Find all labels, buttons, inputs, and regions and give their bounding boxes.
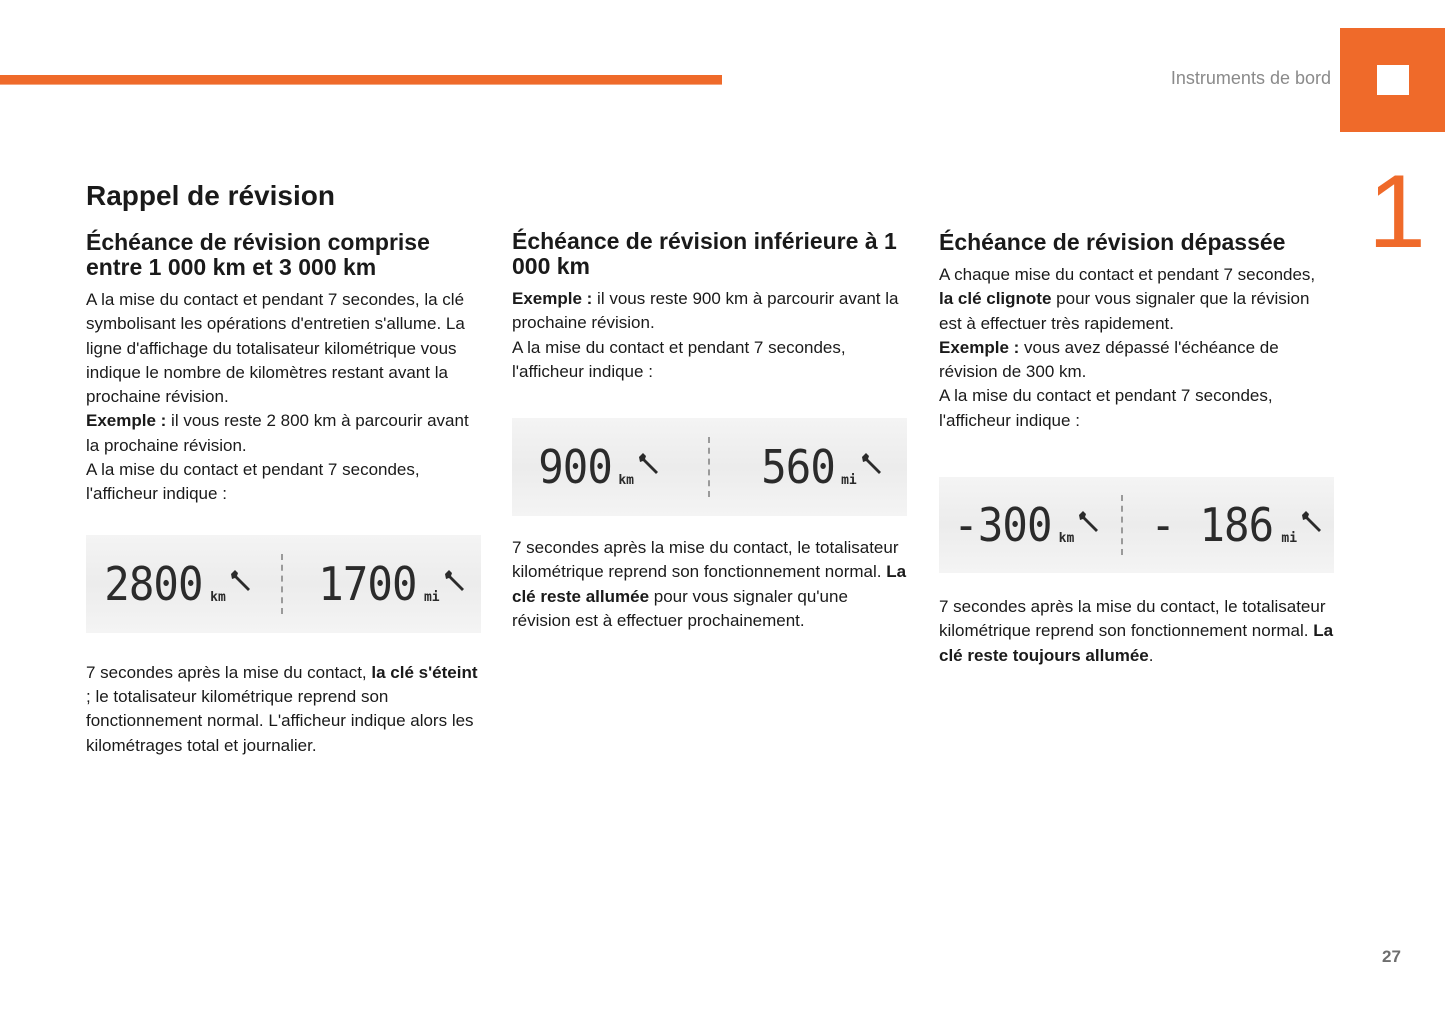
display-value: - 186 (1150, 498, 1274, 553)
paragraph: A la mise du contact et pendant 7 secondes, la clé symbolisant les opérations d'entretien s'allume. La ligne d'affichage du totalisateur kilométrique vous indique le nombre de kilomètres restant avant la prochaine révision. Exemple : il vous reste 2 800 km à parcourir avant la prochaine révision. A la mise du contact et pendant 7 secondes, l'afficheur indique : (86, 290, 469, 504)
paragraph: Exemple : il vous reste 900 km à parcourir avant la prochaine révision. A la mise du contact et pendant 7 secondes, l'afficheur indique : (512, 289, 899, 381)
odometer-display (512, 418, 907, 516)
wrench-icon (229, 569, 253, 593)
display-value: 1700 (318, 556, 417, 611)
column-below-1000 (512, 229, 907, 633)
section-label: Instruments de bord (1170, 68, 1331, 88)
wrench-icon (1300, 510, 1324, 534)
display-value: -300 (953, 498, 1052, 553)
display-reading-mi (314, 556, 466, 611)
page-title: Rappel de révision (86, 180, 335, 211)
display-separator (708, 437, 712, 497)
column-heading: Échéance de révision inférieure à 1 000 km (512, 228, 897, 279)
display-reading-mi (1145, 498, 1324, 553)
paragraph: 7 secondes après la mise du contact, la clé s'éteint ; le totalisateur kilométrique reprend son fonctionnement normal. L'afficheur indique alors les kilométrages total et journalier. (86, 662, 478, 755)
odometer-display (939, 477, 1334, 573)
chapter-number: 1 (1368, 154, 1426, 270)
display-value: 560 (761, 440, 835, 495)
display-unit: km (1058, 531, 1075, 547)
column-heading: Échéance de révision dépassée (939, 229, 1286, 255)
header-accent-line (0, 84, 722, 85)
odometer-display (86, 535, 481, 633)
column-between-1000-3000 (86, 230, 481, 758)
column-heading: Échéance de révision comprise entre 1 000 km et 3 000 km (86, 229, 430, 280)
chapter-tab (1340, 28, 1445, 132)
column-exceeded (939, 230, 1334, 668)
paragraph: A chaque mise du contact et pendant 7 secondes, la clé clignote pour vous signaler que la révision est à effectuer très rapidement. Exemple : vous avez dépassé l'échéance de révision de 300 km. A la mise du contact et pendant 7 secondes, l'afficheur indique : (939, 265, 1316, 430)
wrench-icon (860, 452, 884, 476)
wrench-icon (1077, 510, 1101, 534)
display-reading-km (535, 440, 661, 495)
paragraph: 7 secondes après la mise du contact, le totalisateur kilométrique reprend son fonctionnement normal. La clé reste toujours allumée. (939, 597, 1334, 665)
display-unit: mi (1281, 531, 1298, 547)
display-reading-mi (758, 440, 884, 495)
paragraph: 7 secondes après la mise du contact, le totalisateur kilométrique reprend son fonctionnement normal. La clé reste allumée pour vous signaler qu'une révision est à effectuer prochainement. (512, 538, 907, 631)
wrench-icon (637, 452, 661, 476)
wrench-icon (443, 569, 467, 593)
chapter-tab-square-icon (1377, 65, 1409, 95)
display-unit: km (210, 589, 226, 605)
display-value: 2800 (104, 556, 203, 611)
display-reading-km (100, 556, 252, 611)
display-unit: km (618, 473, 634, 489)
display-reading-km (949, 498, 1101, 553)
display-value: 900 (538, 440, 613, 495)
page-number: 27 (1382, 947, 1401, 966)
display-unit: mi (423, 589, 440, 605)
display-separator (281, 554, 285, 614)
display-separator (1121, 495, 1125, 555)
display-unit: mi (841, 473, 857, 489)
